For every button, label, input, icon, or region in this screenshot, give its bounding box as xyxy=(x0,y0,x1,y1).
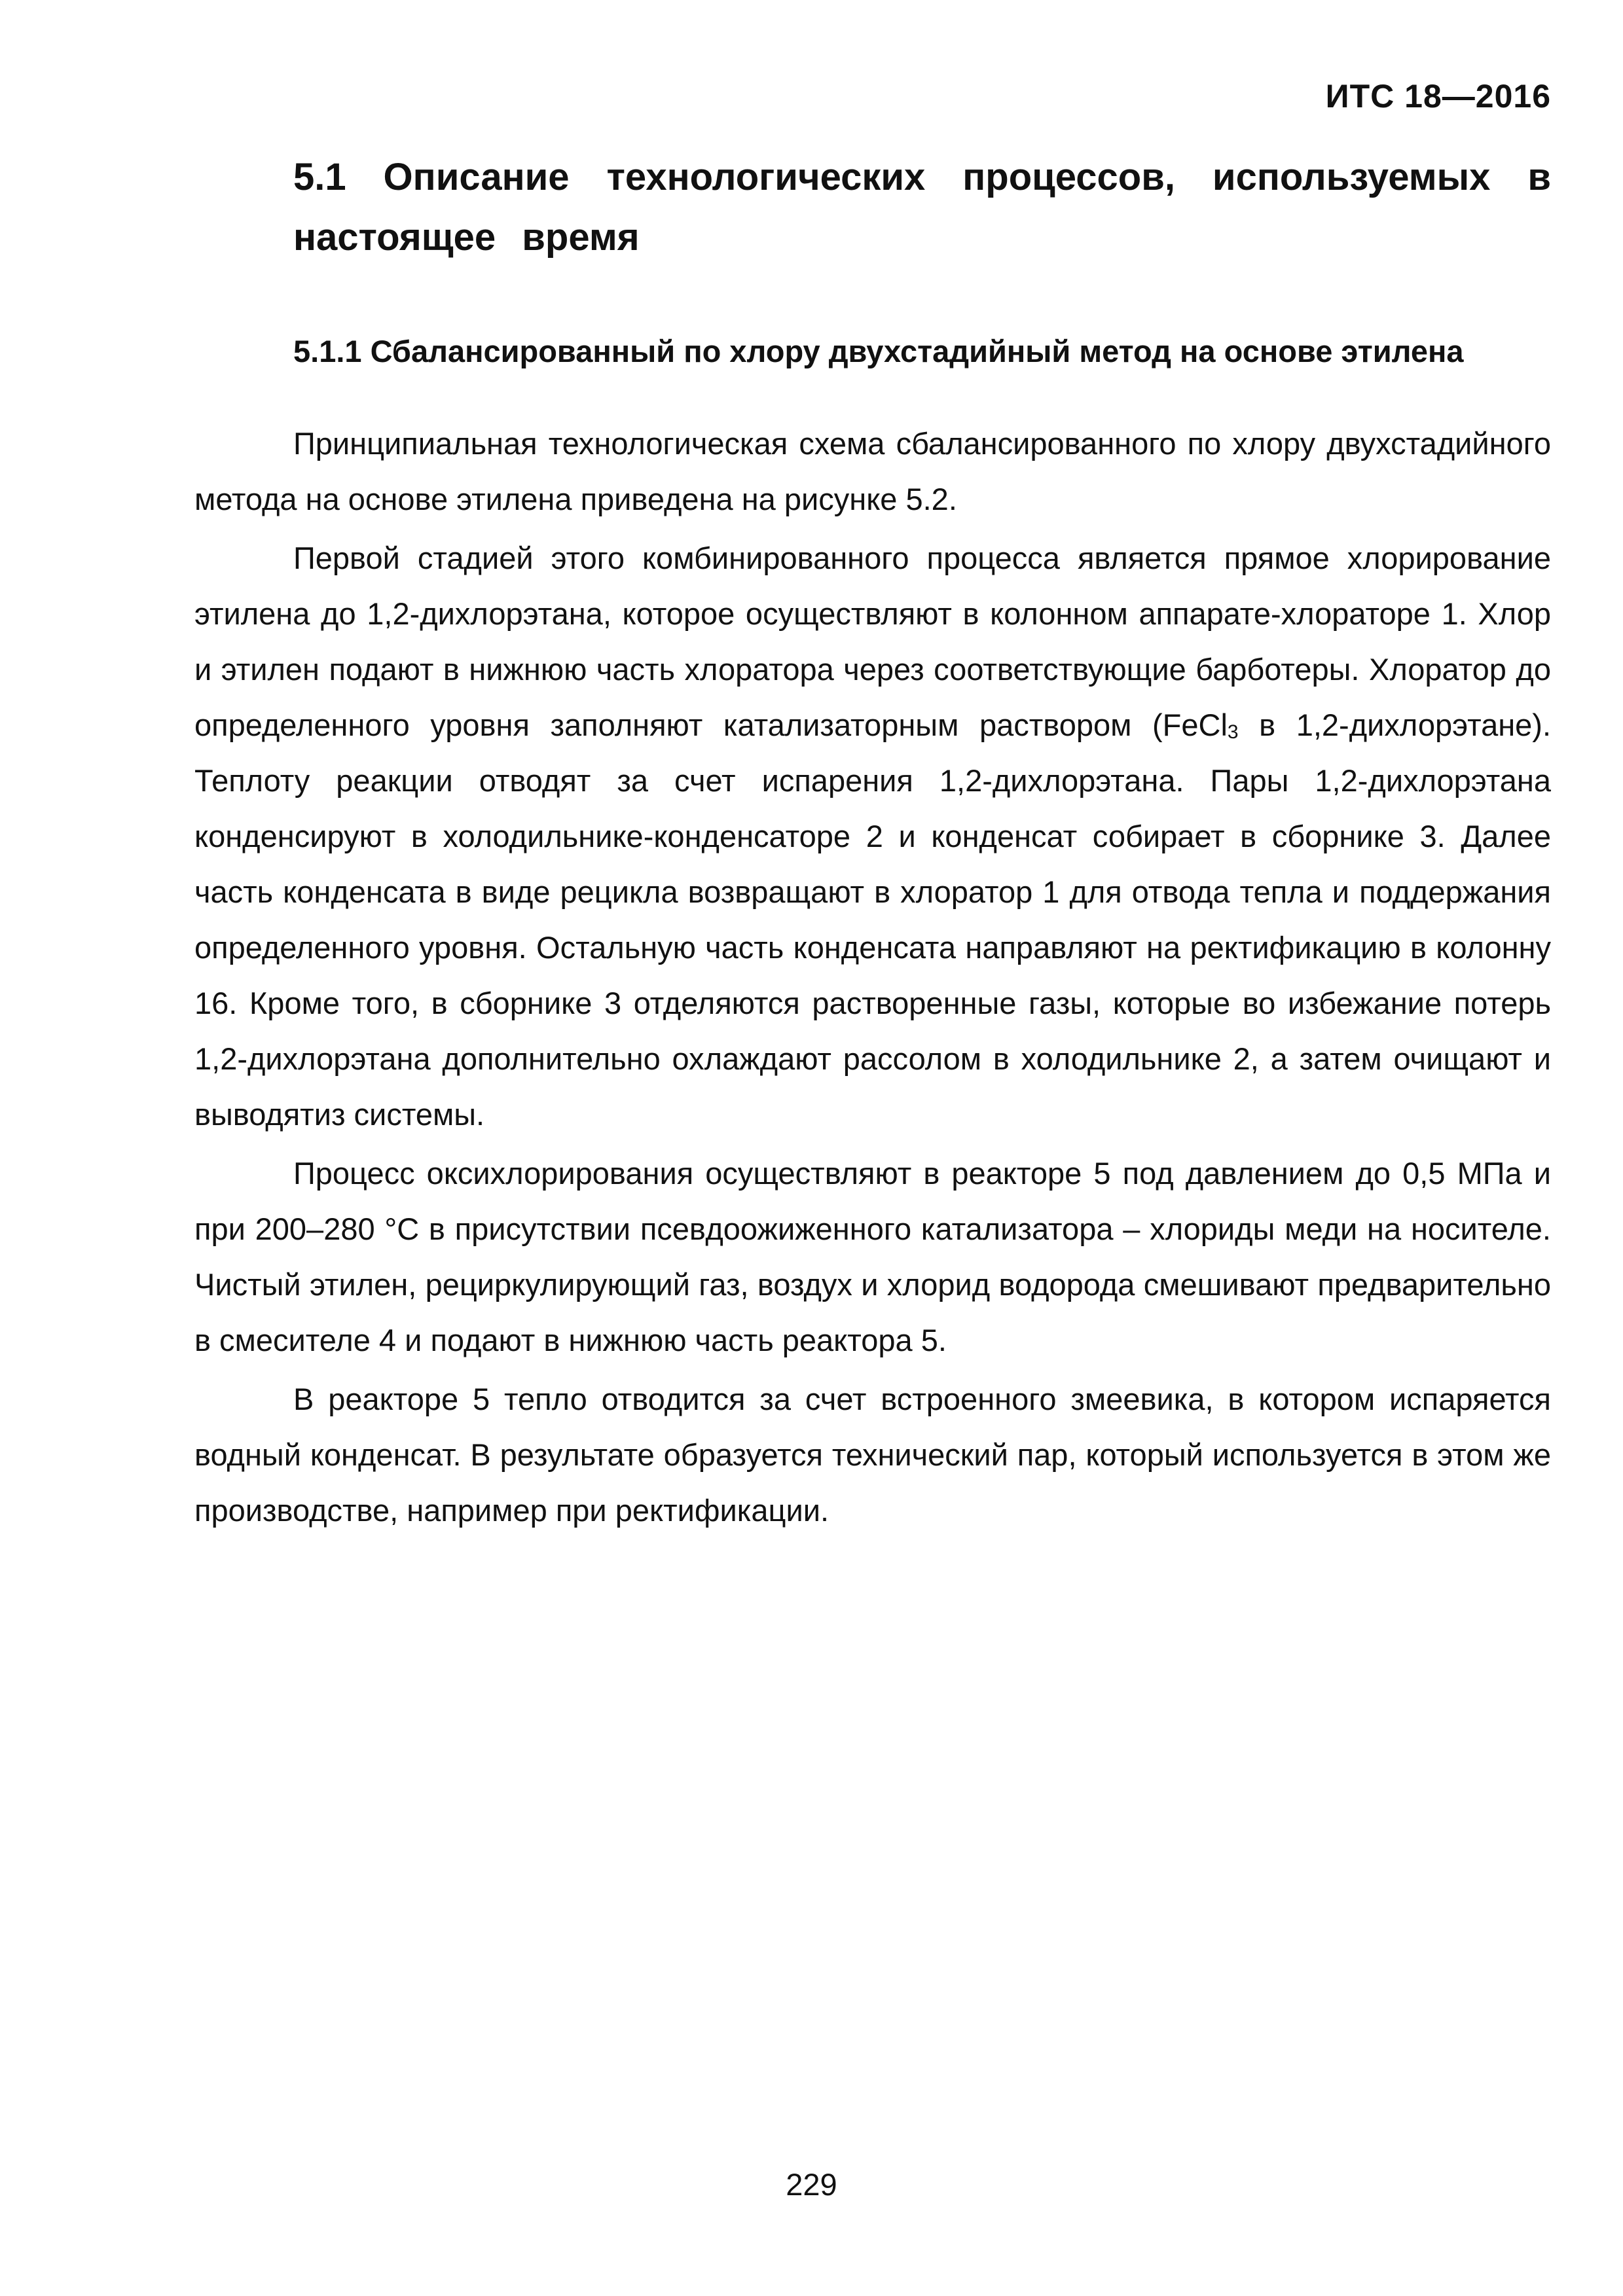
paragraph-scheme-reference: Принципиальная технологическая схема сбалансированного по хлору двухстадийного метода на основе этилена приведена на рисунке 5.2. xyxy=(194,426,1551,516)
section-title: 5.1 Описание технологических процессов, используемых в настоящее время xyxy=(293,156,1551,259)
page-number: 229 xyxy=(786,2167,837,2202)
paragraph-oxychlorination: Процесс оксихлорирования осуществляют в реакторе 5 под давлением до 0,5 МПа и при 200–280 °С в присутствии псевдоожиженного катализатора – хлориды меди на носителе. Чистый этилен, рециркулирующий газ, воздух и хлорид водорода смешивают предварительно в смесителе 4 и подают в нижнюю часть реактора 5. xyxy=(194,1156,1551,1357)
document-code-header: ИТС 18—2016 xyxy=(1325,78,1551,115)
subsection-title: 5.1.1 Сбалансированный по хлору двухстадийный метод на основе этилена xyxy=(293,334,1464,368)
paragraph-direct-chlorination xyxy=(194,530,1551,1142)
paragraph-text: в 1,2-дихлорэтане). Теплоту реакции отводят за счет испарения 1,2-дихлорэтана. Пары 1,2-дихлорэтана конденсируют в холодильнике-конденсаторе 2 и конденсат собирает в сборнике 3. Далее часть конденсата в виде рецикла возвращают в хлоратор 1 для отвода тепла и поддержания определенного уровня. Остальную часть конденсата направляют на ректификацию в колонну 16. Кроме того, в сборнике 3 отделяются растворенные газы, которые во избежание потерь 1,2-дихлорэтана дополнительно охлаждают рассолом в холодильнике 2, а затем очищают и выводятиз системы. xyxy=(194,708,1552,1132)
subscript-text: 3 xyxy=(1227,721,1239,743)
page-content xyxy=(194,147,1551,1541)
paragraph-heat-removal: В реакторе 5 тепло отводится за счет встроенного змеевика, в котором испаряется водный конденсат. В результате образуется технический пар, который используется в этом же производстве, например при ректификации. xyxy=(194,1382,1551,1528)
paragraph-text: Первой стадией этого комбинированного процесса является прямое хлорирование этилена до 1,2-дихлорэтана, которое осуществляют в колонном аппарате-хлораторе 1. Хлор и этилен подают в нижнюю часть хлоратора через соответствующие барботеры. Хлоратор до определенного уровня заполняют катализаторным раствором (FeCl xyxy=(194,541,1551,742)
